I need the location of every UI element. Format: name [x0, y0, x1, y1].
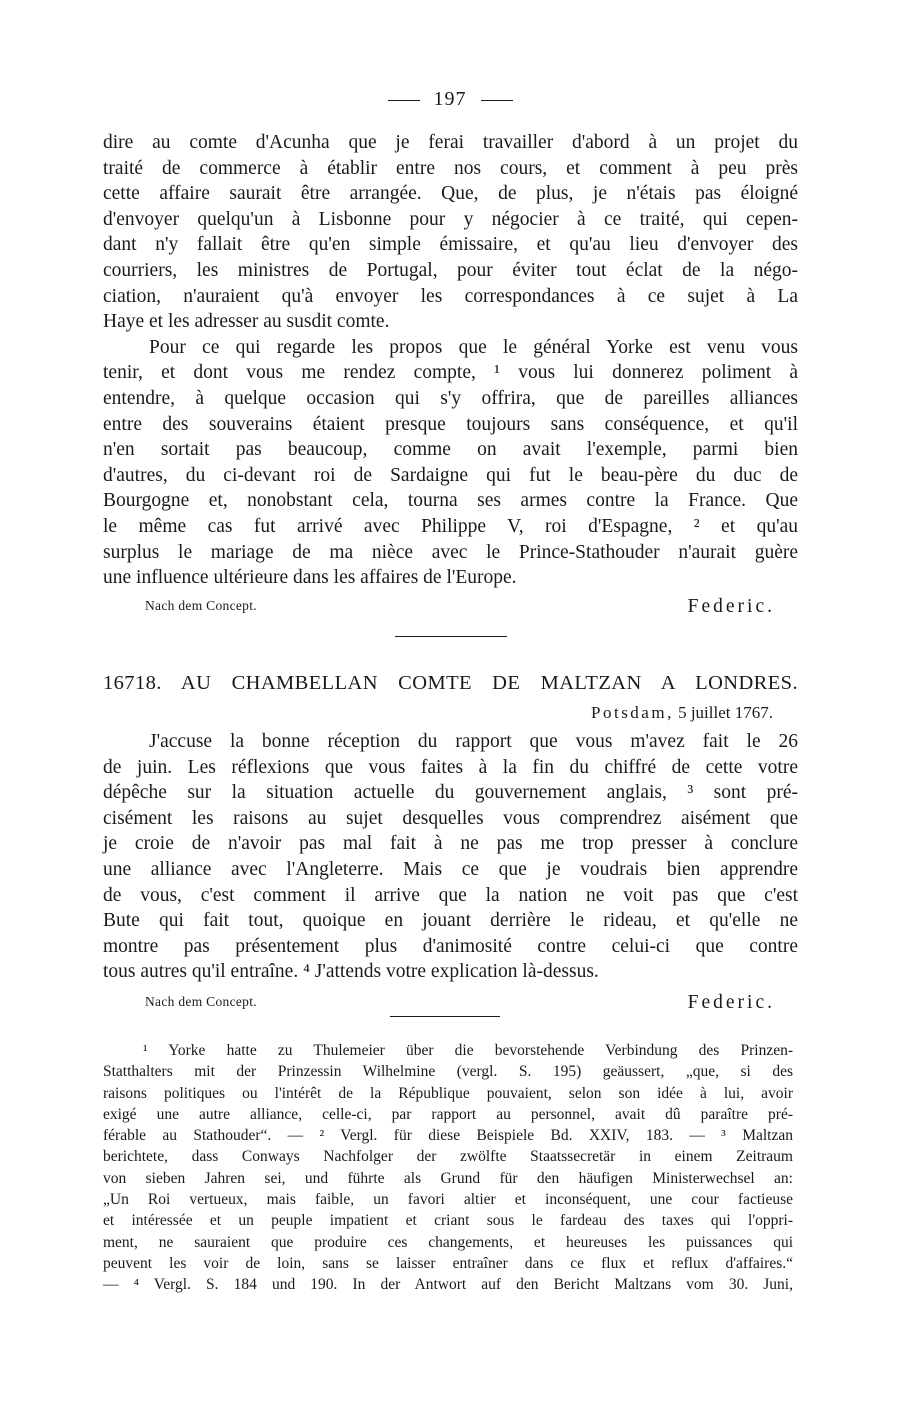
signature: Federic. — [687, 992, 775, 1013]
source-note: Nach dem Concept. — [145, 598, 257, 613]
letter1-line: ciation, n'auraient qu'à envoyer les correspondances à ce sujet à La — [103, 285, 798, 307]
footnote-line: ment, ne sauraient que produire ces changements, et heureuses les puissances qui — [103, 1233, 793, 1251]
footnote-line: raisons politiques ou l'intérêt de la République pouvaient, selon son idée à lui, avoir — [103, 1084, 793, 1102]
letter2-line: montre pas présentement plus d'animosité contre celui-ci que contre — [103, 935, 798, 957]
page-number-rule-right — [481, 100, 513, 101]
letter2-line: de vous, c'est comment il arrive que la nation ne voit pas que c'est — [103, 884, 798, 906]
letter1-line: Haye et les adresser au susdit comte. — [103, 311, 390, 333]
letter2-line: dépêche sur la situation actuelle du gouvernement anglais, ³ sont pré- — [103, 782, 798, 804]
letter1-line: une influence ultérieure dans les affaires de l'Europe. — [103, 567, 517, 589]
dateline-place: Potsdam, — [591, 703, 674, 722]
letter2-line: je croie de n'avoir pas mal fait à ne pas me trop presser à conclure — [103, 833, 798, 855]
letter1-line: tenir, et dont vous me rendez compte, ¹ vous lui donnerez poliment à — [103, 362, 798, 384]
section-divider — [395, 636, 507, 637]
letter2-line: tous autres qu'il entraîne. ⁴ J'attends votre explication là-dessus. — [103, 961, 599, 983]
footnote-line: von sieben Jahren sei, und führte als Grund für den häufigen Ministerwechsel an: — [103, 1169, 793, 1187]
letter2-line: J'accuse la bonne réception du rapport que vous m'avez fait le 26 — [149, 731, 798, 752]
letter2-line: cisément les raisons au sujet desquelles vous comprendrez aisément que — [103, 807, 798, 829]
letter1-body — [103, 130, 798, 591]
footnote-line: — ⁴ Vergl. S. 184 und 190. In der Antwort auf den Bericht Maltzans vom 30. Juni, — [103, 1276, 793, 1294]
page-number-rule-left — [388, 100, 420, 101]
letter1-line: cette affaire saurait être arrangée. Que, de plus, je n'étais pas éloigné — [103, 183, 798, 205]
letter-heading: 16718. AU CHAMBELLAN COMTE DE MALTZAN A LONDRES. — [103, 672, 798, 694]
letter2-body — [103, 729, 798, 985]
footnote-line: férable au Stathouder“. — ² Vergl. für diese Beispiele Bd. XXIV, 183. — ³ Maltzan — [103, 1127, 793, 1145]
letter1-line: Pour ce qui regarde les propos que le général Yorke est venu vous — [149, 336, 798, 358]
letter2-line: une alliance avec l'Angleterre. Mais ce que je voudrais bien apprendre — [103, 858, 798, 880]
letter1-line: n'en sortait pas beaucoup, comme on avait l'exemple, parmi bien — [103, 439, 798, 461]
footnote-line: ¹ Yorke hatte zu Thulemeier über die bevorstehende Verbindung des Prinzen- — [143, 1042, 793, 1059]
footnote-line: berichtete, dass Conways Nachfolger der zwölfte Staatssecretär in einem Zeitraum — [103, 1148, 793, 1166]
footnotes — [103, 1040, 793, 1296]
letter2-closing — [145, 986, 775, 1014]
dateline-date: 5 juillet 1767. — [678, 703, 773, 722]
letter2-line: de juin. Les réflexions que vous faites à la fin du chiffré de cette votre — [103, 756, 798, 778]
footnote-line: „Un Roi vertueux, mais faible, un favori altier et inconséquent, une cour factieuse — [103, 1191, 793, 1209]
letter1-line: courriers, les ministres de Portugal, pour éviter tout éclat de la négo- — [103, 259, 798, 281]
letter1-closing — [145, 590, 775, 618]
letter1-line: d'envoyer quelqu'un à Lisbonne pour y négocier à ce traité, qui cepen- — [103, 208, 798, 230]
page-number-text: 197 — [433, 88, 467, 110]
letter2-line: Bute qui fait tout, quoique en jouant derrière le rideau, et qu'elle ne — [103, 910, 798, 932]
footnote-divider — [390, 1016, 500, 1017]
letter1-line: dire au comte d'Acunha que je ferai travailler d'abord à un projet du — [103, 132, 798, 153]
footnote-line: exigé une autre alliance, celle-ci, par rapport au personnel, avait dû paraître pré- — [103, 1105, 793, 1123]
footnote-line: et intéressée et un peuple impatient et criant sous le fardeau des taxes qui l'oppri- — [103, 1212, 793, 1230]
letter1-line: entre des souverains étaient presque toujours sans conséquence, et qu'il — [103, 413, 798, 435]
footnote-line: peuvent les voir de loin, sans se laisser entraîner dans ce flux et reflux d'affaires.“ — [103, 1254, 793, 1272]
letter1-line: d'autres, du ci-devant roi de Sardaigne qui fut le beau-père du duc de — [103, 464, 798, 486]
footnote-line: Statthalters mit der Prinzessin Wilhelmine (vergl. S. 195) geäussert, „que, si des — [103, 1063, 793, 1081]
letter1-line: le même cas fut arrivé avec Philippe V, roi d'Espagne, ² et qu'au — [103, 515, 798, 537]
letter1-line: entendre, à quelque occasion qui s'y offrira, que de pareilles alliances — [103, 387, 798, 409]
source-note: Nach dem Concept. — [145, 994, 257, 1009]
dateline — [591, 703, 773, 723]
letter1-line: dant n'y fallait être qu'en simple émissaire, et qu'au lieu d'envoyer des — [103, 234, 798, 256]
letter1-line: Bourgogne et, nonobstant cela, tourna ses armes contre la France. Que — [103, 490, 798, 512]
page-number — [0, 88, 900, 111]
signature: Federic. — [687, 596, 775, 617]
letter1-line: traité de commerce à établir entre nos cours, et comment à peu près — [103, 157, 798, 179]
letter1-line: surplus le mariage de ma nièce avec le Prince-Stathouder n'aurait guère — [103, 541, 798, 563]
